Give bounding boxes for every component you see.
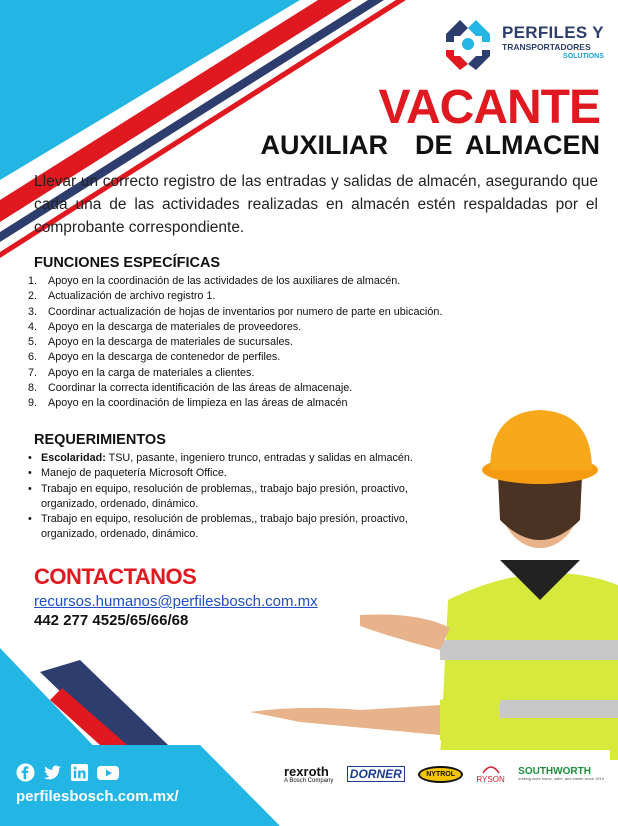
requerimientos-section [28,432,454,543]
list-item: 8. Coordinar la correcta identificación de las áreas de almacenaje. [28,382,353,395]
dorner-logo: DORNER [347,766,405,782]
funciones-section [28,255,494,412]
contact-title: CONTACTANOS [34,564,197,589]
email-link[interactable]: recursos.humanos@perfilesbosch.com.mx [34,593,318,610]
list-item: 5. Apoyo en la descarga de materiales de sucursales. [28,336,293,349]
facebook-icon[interactable] [16,763,35,782]
logo-line-1: PERFILES Y [502,23,604,43]
twitter-icon[interactable] [43,763,62,782]
funciones-list [28,274,494,412]
partner-brands [278,750,610,798]
rexroth-logo: rexroth A Bosch Company [284,763,334,784]
website-link[interactable]: perfilesbosch.com.mx/ [16,788,179,805]
list-item: • Trabajo en equipo, resolución de problemas,, trabajo bajo presión, proactivo, organizado, ordenado, dinámico. [28,513,408,541]
job-description: Llevar un correcto registro de las entradas y salidas de almacén, asegurando que cada una de las actividades realizadas en almacén estén respaldadas por el comprobante correspondiente. [34,173,598,236]
nytrol-logo: NYTROL [418,766,463,783]
youtube-icon[interactable] [97,763,119,782]
list-item: 3. Coordinar actualización de hojas de inventarios por numero de parte en ubicación. [28,305,443,318]
list-item: 2. Actualización de archivo registro 1. [28,290,216,303]
logo-line-2: TRANSPORTADORES [502,42,591,53]
list-item: • Escolaridad: TSU, pasante, ingeniero trunco, entradas y salidas en almacén. [28,452,413,464]
logo-mark-icon [440,14,496,70]
escolaridad-text: TSU, pasante, ingeniero trunco, entradas y salidas en almacén. [105,452,413,464]
list-item: • Trabajo en equipo, resolución de problemas,, trabajo bajo presión, proactivo, organizado, ordenado, dinámico. [28,482,408,510]
list-item: 7. Apoyo en la carga de materiales a clientes. [28,366,255,379]
requerimientos-title: REQUERIMIENTOS [34,432,166,448]
logo-line-3: SOLUTIONS [563,52,604,60]
company-logo [440,14,604,70]
southworth-logo: SOUTHWORTH making work home, safer, and easier since 1919 [518,766,604,781]
list-item: 9. Apoyo en la coordinación de limpieza en las áreas de almacén [28,397,348,410]
job-position: AUXILIAR DE ALMACEN [260,130,600,160]
list-item: 6. Apoyo en la descarga de contenedor de perfiles. [28,351,281,364]
funciones-title: FUNCIONES ESPECÍFICAS [34,255,221,271]
requerimientos-list [28,451,454,543]
escolaridad-label: Escolaridad: [41,452,106,464]
list-item: 4. Apoyo en la descarga de materiales de proveedores. [28,320,302,333]
linkedin-icon[interactable] [70,763,89,782]
social-icons [16,763,119,782]
list-item: • Manejo de paquetería Microsoft Office. [28,467,227,480]
list-item: 1. Apoyo en la coordinación de las actividades de los auxiliares de almacén. [28,275,401,287]
phone-number: 442 277 4525/65/66/68 [34,612,189,629]
ryson-logo: RYSON [476,764,504,784]
page-title: VACANTE [378,81,600,134]
